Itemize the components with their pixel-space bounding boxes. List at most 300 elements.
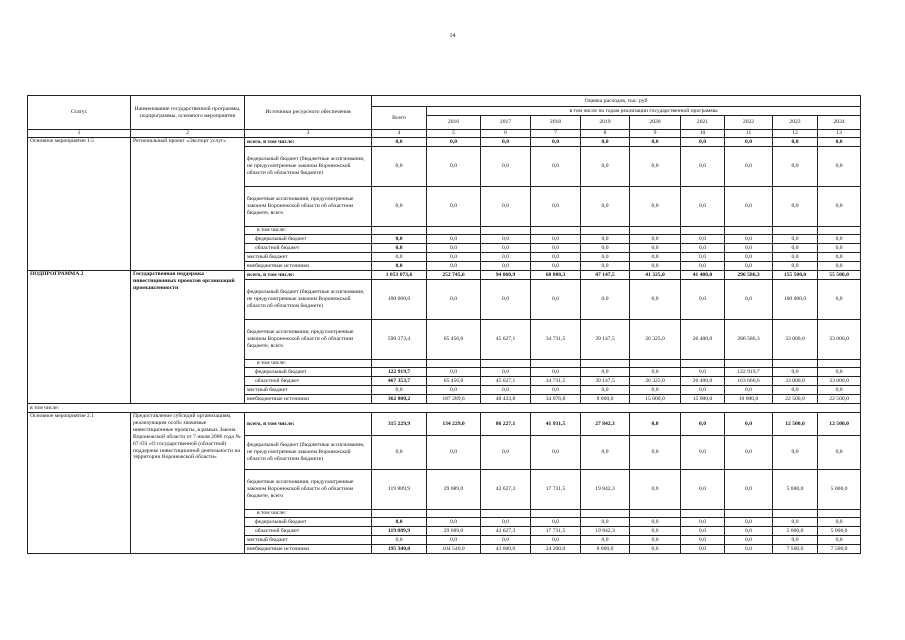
year-value-cell: 0,0 <box>681 253 725 262</box>
year-value-cell: 0,0 <box>818 436 861 470</box>
year-value-cell: 0,0 <box>725 235 773 244</box>
year-value-cell: 0,0 <box>725 518 773 527</box>
column-number: 1 <box>28 130 131 138</box>
header-status: Статус <box>28 96 131 130</box>
year-value-cell <box>681 360 725 368</box>
year-value-cell: 0,0 <box>427 436 481 470</box>
total-value-cell: 0,0 <box>372 536 427 545</box>
year-value-cell: 0,0 <box>630 253 681 262</box>
year-value-cell: 19 842,3 <box>581 527 630 536</box>
year-value-cell: 42 627,3 <box>481 470 531 510</box>
year-value-cell: 0,0 <box>427 368 481 377</box>
year-value-cell: 0,0 <box>773 536 818 545</box>
year-value-cell: 7 500,0 <box>818 545 861 554</box>
year-value-cell <box>818 510 861 518</box>
year-value-cell: 0,0 <box>630 262 681 271</box>
year-value-cell: 0,0 <box>481 235 531 244</box>
header-year: 2021 <box>681 116 725 130</box>
funding-source-cell: в том числе: <box>245 227 372 235</box>
year-value-cell: 0,0 <box>818 138 861 147</box>
year-value-cell: 0,0 <box>630 235 681 244</box>
year-value-cell: 34 731,5 <box>531 377 581 386</box>
year-value-cell: 187 289,6 <box>427 395 481 404</box>
funding-source-cell: федеральный бюджет (бюджетные ассигнования, не предусмотренные законом Воронежской области об областном бюджете) <box>245 147 372 187</box>
year-value-cell: 0,0 <box>427 147 481 187</box>
year-value-cell <box>481 360 531 368</box>
year-value-cell: 0,0 <box>481 262 531 271</box>
year-value-cell: 0,0 <box>818 244 861 253</box>
year-value-cell: 104 540,0 <box>427 545 481 554</box>
funding-source-cell: внебюджетные источники <box>245 262 372 271</box>
total-value-cell <box>372 510 427 518</box>
year-value-cell: 41 931,5 <box>531 413 581 436</box>
year-value-cell: 29 689,0 <box>427 527 481 536</box>
year-value-cell <box>630 510 681 518</box>
header-year: 2019 <box>581 116 630 130</box>
year-value-cell: 155 500,0 <box>773 271 818 280</box>
year-value-cell: 0,0 <box>630 244 681 253</box>
year-value-cell: 0,0 <box>427 244 481 253</box>
year-value-cell <box>725 510 773 518</box>
status-cell: Основное мероприятие 2.1 <box>28 413 131 554</box>
year-value-cell: 286 586,3 <box>725 320 773 360</box>
status-cell: Основное мероприятие 1.5 <box>28 138 131 271</box>
year-value-cell: 0,0 <box>581 536 630 545</box>
year-value-cell: 68 808,3 <box>531 271 581 280</box>
year-value-cell: 0,0 <box>581 147 630 187</box>
funding-source-cell: бюджетные ассигнования, предусмотренные законом Воронежской области об областном бюджете, всего <box>245 320 372 360</box>
column-number: 4 <box>372 130 427 138</box>
total-value-cell: 0,0 <box>372 235 427 244</box>
year-value-cell: 94 060,9 <box>481 271 531 280</box>
funding-source-cell: федеральный бюджет <box>245 368 372 377</box>
funding-source-cell: областной бюджет <box>245 244 372 253</box>
year-value-cell <box>725 227 773 235</box>
year-value-cell <box>681 227 725 235</box>
year-value-cell: 0,0 <box>630 147 681 187</box>
including-row <box>28 404 861 413</box>
total-value-cell: 0,0 <box>372 436 427 470</box>
funding-source-cell: в том числе: <box>245 360 372 368</box>
year-value-cell: 0,0 <box>531 253 581 262</box>
funding-source-cell: федеральный бюджет <box>245 518 372 527</box>
header-total: Всего <box>372 107 427 130</box>
year-value-cell: 0,0 <box>681 386 725 395</box>
funding-source-cell: местный бюджет <box>245 253 372 262</box>
header-year: 2022 <box>725 116 773 130</box>
column-number: 7 <box>531 130 581 138</box>
year-value-cell: 0,0 <box>481 536 531 545</box>
year-value-cell: 15 000,0 <box>630 395 681 404</box>
year-value-cell: 0,0 <box>581 386 630 395</box>
total-value-cell: 0,0 <box>372 262 427 271</box>
funding-source-cell: внебюджетные источники <box>245 395 372 404</box>
year-value-cell: 0,0 <box>531 235 581 244</box>
header-year: 2023 <box>773 116 818 130</box>
column-number: 2 <box>131 130 245 138</box>
column-number: 8 <box>581 130 630 138</box>
total-value-cell: 122 919,7 <box>372 368 427 377</box>
year-value-cell: 0,0 <box>581 253 630 262</box>
funding-source-cell: всего, в том числе: <box>245 138 372 147</box>
year-value-cell <box>725 360 773 368</box>
year-value-cell: 19 842,3 <box>581 470 630 510</box>
year-value-cell <box>427 227 481 235</box>
column-number: 13 <box>818 130 861 138</box>
year-value-cell: 0,0 <box>773 147 818 187</box>
status-cell: ПОДПРОГРАММА 2 <box>28 271 131 404</box>
year-value-cell: 0,0 <box>773 235 818 244</box>
year-value-cell: 0,0 <box>427 518 481 527</box>
year-value-cell: 100 000,0 <box>773 280 818 320</box>
year-value-cell: 0,0 <box>581 262 630 271</box>
year-value-cell: 0,0 <box>818 253 861 262</box>
year-value-cell: 12 500,0 <box>818 413 861 436</box>
header-year: 2016 <box>427 116 481 130</box>
total-value-cell: 1 053 073,6 <box>372 271 427 280</box>
year-value-cell: 0,0 <box>481 244 531 253</box>
year-value-cell: 0,0 <box>531 280 581 320</box>
total-value-cell: 0,0 <box>372 253 427 262</box>
table-row <box>28 271 861 280</box>
year-value-cell: 163 666,6 <box>725 377 773 386</box>
year-value-cell: 0,0 <box>773 138 818 147</box>
year-value-cell: 7 500,0 <box>773 545 818 554</box>
funding-source-cell: всего, в том числе: <box>245 271 372 280</box>
year-value-cell: 0,0 <box>581 368 630 377</box>
year-value-cell: 0,0 <box>681 187 725 227</box>
year-value-cell: 0,0 <box>773 518 818 527</box>
year-value-cell: 0,0 <box>818 368 861 377</box>
year-value-cell <box>681 510 725 518</box>
year-value-cell: 15 000,0 <box>681 395 725 404</box>
year-value-cell: 0,0 <box>725 244 773 253</box>
year-value-cell: 0,0 <box>427 253 481 262</box>
header-by-years: в том числе по годам реализации государственной программы <box>427 107 861 116</box>
year-value-cell: 0,0 <box>531 518 581 527</box>
year-value-cell: 0,0 <box>531 187 581 227</box>
program-name-cell: Региональный проект «Экспорт услуг» <box>131 138 245 271</box>
year-value-cell <box>773 360 818 368</box>
year-value-cell: 26 400,0 <box>681 377 725 386</box>
year-value-cell: 0,0 <box>630 386 681 395</box>
year-value-cell: 0,0 <box>531 244 581 253</box>
year-value-cell: 0,0 <box>481 147 531 187</box>
year-value-cell: 0,0 <box>681 545 725 554</box>
header-year: 2018 <box>531 116 581 130</box>
year-value-cell: 0,0 <box>630 413 681 436</box>
year-value-cell: 0,0 <box>818 518 861 527</box>
year-value-cell <box>773 227 818 235</box>
year-value-cell: 0,0 <box>481 518 531 527</box>
total-value-cell: 0,0 <box>372 386 427 395</box>
year-value-cell: 22 500,0 <box>773 395 818 404</box>
year-value-cell <box>427 510 481 518</box>
column-numbers-row <box>28 130 861 138</box>
budget-table <box>27 95 861 554</box>
funding-source-cell: федеральный бюджет (бюджетные ассигнования, не предусмотренные законом Воронежской области об областном бюджете) <box>245 280 372 320</box>
year-value-cell: 47 147,5 <box>581 271 630 280</box>
year-value-cell: 0,0 <box>725 527 773 536</box>
year-value-cell <box>581 227 630 235</box>
table-row <box>28 138 861 147</box>
year-value-cell: 0,0 <box>818 280 861 320</box>
year-value-cell <box>581 510 630 518</box>
total-value-cell: 195 340,0 <box>372 545 427 554</box>
year-value-cell: 0,0 <box>725 413 773 436</box>
year-value-cell <box>581 360 630 368</box>
year-value-cell: 0,0 <box>681 244 725 253</box>
year-value-cell: 0,0 <box>531 138 581 147</box>
year-value-cell <box>630 227 681 235</box>
column-number: 12 <box>773 130 818 138</box>
year-value-cell: 45 627,1 <box>481 320 531 360</box>
year-value-cell: 0,0 <box>481 253 531 262</box>
year-value-cell: 27 842,3 <box>581 413 630 436</box>
year-value-cell: 0,0 <box>581 436 630 470</box>
year-value-cell: 17 731,5 <box>531 470 581 510</box>
year-value-cell: 0,0 <box>725 253 773 262</box>
year-value-cell: 0,0 <box>818 187 861 227</box>
table-row <box>28 413 861 436</box>
year-value-cell: 0,0 <box>531 147 581 187</box>
funding-source-cell: бюджетные ассигнования, предусмотренные законом Воронежской области об областном бюджете, всего <box>245 187 372 227</box>
total-value-cell: 0,0 <box>372 138 427 147</box>
year-value-cell: 0,0 <box>581 138 630 147</box>
year-value-cell: 33 000,0 <box>818 320 861 360</box>
year-value-cell: 0,0 <box>581 235 630 244</box>
year-value-cell: 0,0 <box>773 436 818 470</box>
year-value-cell: 0,0 <box>725 187 773 227</box>
funding-source-cell: федеральный бюджет <box>245 235 372 244</box>
funding-source-cell: областной бюджет <box>245 377 372 386</box>
funding-source-cell: местный бюджет <box>245 536 372 545</box>
year-value-cell <box>481 510 531 518</box>
year-value-cell: 0,0 <box>630 187 681 227</box>
year-value-cell: 41 400,0 <box>681 271 725 280</box>
year-value-cell: 12 500,0 <box>773 413 818 436</box>
year-value-cell: 39 147,5 <box>581 377 630 386</box>
year-value-cell: 0,0 <box>481 436 531 470</box>
program-name-cell: Государственная поддержка инвестиционных проектов организаций промышленности <box>131 271 245 404</box>
funding-source-cell: бюджетные ассигнования, предусмотренные законом Воронежской области об областном бюджете, всего <box>245 470 372 510</box>
year-value-cell: 0,0 <box>773 187 818 227</box>
year-value-cell: 0,0 <box>681 262 725 271</box>
year-value-cell <box>481 227 531 235</box>
year-value-cell: 0,0 <box>481 386 531 395</box>
year-value-cell: 296 586,3 <box>725 271 773 280</box>
year-value-cell: 10 000,0 <box>725 395 773 404</box>
year-value-cell: 0,0 <box>481 368 531 377</box>
year-value-cell: 0,0 <box>630 536 681 545</box>
total-value-cell: 0,0 <box>372 187 427 227</box>
column-number: 10 <box>681 130 725 138</box>
year-value-cell: 0,0 <box>630 518 681 527</box>
year-value-cell: 0,0 <box>531 262 581 271</box>
year-value-cell: 39 147,5 <box>581 320 630 360</box>
year-value-cell: 0,0 <box>481 280 531 320</box>
year-value-cell: 29 689,0 <box>427 470 481 510</box>
year-value-cell: 0,0 <box>725 147 773 187</box>
year-value-cell: 0,0 <box>818 386 861 395</box>
total-value-cell: 119 889,9 <box>372 527 427 536</box>
year-value-cell <box>630 360 681 368</box>
year-value-cell: 0,0 <box>725 280 773 320</box>
year-value-cell: 0,0 <box>630 280 681 320</box>
total-value-cell: 0,0 <box>372 147 427 187</box>
column-number: 6 <box>481 130 531 138</box>
year-value-cell: 34 076,8 <box>531 395 581 404</box>
year-value-cell: 0,0 <box>681 436 725 470</box>
year-value-cell: 0,0 <box>630 138 681 147</box>
year-value-cell: 42 627,3 <box>481 527 531 536</box>
year-value-cell: 0,0 <box>427 386 481 395</box>
year-value-cell: 0,0 <box>773 386 818 395</box>
column-number: 11 <box>725 130 773 138</box>
year-value-cell: 26 400,0 <box>681 320 725 360</box>
total-value-cell <box>372 360 427 368</box>
year-value-cell: 22 500,0 <box>818 395 861 404</box>
year-value-cell: 0,0 <box>531 436 581 470</box>
year-value-cell <box>818 360 861 368</box>
year-value-cell: 0,0 <box>725 536 773 545</box>
year-value-cell <box>531 227 581 235</box>
year-value-cell: 0,0 <box>681 536 725 545</box>
header-program-name: Наименование государственной программы, подпрограммы, основного мероприятия <box>131 96 245 130</box>
year-value-cell: 0,0 <box>427 280 481 320</box>
year-value-cell: 0,0 <box>681 527 725 536</box>
header-estimate: Оценка расходов, тыс. руб <box>372 96 861 107</box>
year-value-cell: 5 000,0 <box>773 527 818 536</box>
year-value-cell: 0,0 <box>427 138 481 147</box>
funding-source-cell: внебюджетные источники <box>245 545 372 554</box>
funding-source-cell: федеральный бюджет (бюджетные ассигнования, не предусмотренные законом Воронежской области об областном бюджете) <box>245 436 372 470</box>
year-value-cell: 55 500,0 <box>818 271 861 280</box>
year-value-cell: 0,0 <box>681 147 725 187</box>
year-value-cell: 134 229,0 <box>427 413 481 436</box>
header-year: 2017 <box>481 116 531 130</box>
year-value-cell: 65 456,0 <box>427 320 481 360</box>
year-value-cell: 122 919,7 <box>725 368 773 377</box>
year-value-cell: 0,0 <box>818 235 861 244</box>
year-value-cell: 24 200,0 <box>531 545 581 554</box>
funding-source-cell: в том числе: <box>245 510 372 518</box>
year-value-cell: 26 325,0 <box>630 320 681 360</box>
year-value-cell: 0,0 <box>773 253 818 262</box>
year-value-cell <box>818 227 861 235</box>
year-value-cell: 0,0 <box>630 527 681 536</box>
year-value-cell: 8 000,0 <box>581 395 630 404</box>
year-value-cell: 43 600,0 <box>481 545 531 554</box>
year-value-cell: 0,0 <box>630 470 681 510</box>
year-value-cell: 0,0 <box>581 244 630 253</box>
year-value-cell: 0,0 <box>427 536 481 545</box>
total-value-cell: 362 800,2 <box>372 395 427 404</box>
year-value-cell: 8 000,0 <box>581 545 630 554</box>
total-value-cell <box>372 227 427 235</box>
year-value-cell <box>773 510 818 518</box>
header-funding-source: Источники ресурсного обеспечения <box>245 96 372 130</box>
year-value-cell: 0,0 <box>681 138 725 147</box>
year-value-cell: 0,0 <box>427 235 481 244</box>
year-value-cell: 33 000,0 <box>773 377 818 386</box>
total-value-cell: 590 273,4 <box>372 320 427 360</box>
year-value-cell: 0,0 <box>630 545 681 554</box>
year-value-cell: 0,0 <box>681 368 725 377</box>
year-value-cell: 0,0 <box>681 413 725 436</box>
column-number: 9 <box>630 130 681 138</box>
year-value-cell: 0,0 <box>581 187 630 227</box>
year-value-cell <box>531 510 581 518</box>
year-value-cell: 0,0 <box>818 536 861 545</box>
year-value-cell: 0,0 <box>427 262 481 271</box>
year-value-cell: 5 000,0 <box>773 470 818 510</box>
total-value-cell: 315 229,9 <box>372 413 427 436</box>
year-value-cell: 41 325,0 <box>630 271 681 280</box>
year-value-cell: 5 000,0 <box>818 527 861 536</box>
total-value-cell: 0,0 <box>372 518 427 527</box>
year-value-cell: 0,0 <box>725 138 773 147</box>
total-value-cell: 467 353,7 <box>372 377 427 386</box>
year-value-cell: 86 227,1 <box>481 413 531 436</box>
year-value-cell: 0,0 <box>481 138 531 147</box>
including-label: в том числе: <box>28 404 861 413</box>
year-value-cell: 45 627,1 <box>481 377 531 386</box>
year-value-cell: 0,0 <box>681 518 725 527</box>
year-value-cell: 0,0 <box>818 262 861 271</box>
year-value-cell: 0,0 <box>581 280 630 320</box>
year-value-cell: 0,0 <box>725 262 773 271</box>
year-value-cell: 33 000,0 <box>773 320 818 360</box>
year-value-cell: 0,0 <box>681 470 725 510</box>
year-value-cell: 65 456,0 <box>427 377 481 386</box>
year-value-cell: 0,0 <box>725 436 773 470</box>
year-value-cell: 26 325,0 <box>630 377 681 386</box>
year-value-cell <box>531 360 581 368</box>
year-value-cell: 0,0 <box>581 518 630 527</box>
page-number: 14 <box>449 33 456 39</box>
year-value-cell: 0,0 <box>773 262 818 271</box>
year-value-cell: 252 745,6 <box>427 271 481 280</box>
year-value-cell: 0,0 <box>725 386 773 395</box>
year-value-cell: 0,0 <box>531 368 581 377</box>
header-year: 2020 <box>630 116 681 130</box>
year-value-cell <box>427 360 481 368</box>
funding-source-cell: областной бюджет <box>245 527 372 536</box>
column-number: 3 <box>245 130 372 138</box>
total-value-cell: 119 889,9 <box>372 470 427 510</box>
total-value-cell: 100 000,0 <box>372 280 427 320</box>
year-value-cell: 0,0 <box>531 386 581 395</box>
year-value-cell: 48 433,8 <box>481 395 531 404</box>
year-value-cell: 33 000,0 <box>818 377 861 386</box>
program-name-cell: Предоставление субсидий организациям, реализующим особо значимые инвестиционные проекты, в рамках Закона Воронежской области от 7 июля 2006 года № 67-ОЗ «О государственной (областной) поддержке инвестиционной деятельности на территории Воронежской области» <box>131 413 245 554</box>
year-value-cell: 0,0 <box>481 187 531 227</box>
year-value-cell: 0,0 <box>725 545 773 554</box>
year-value-cell: 0,0 <box>427 187 481 227</box>
table-body <box>28 138 861 554</box>
year-value-cell: 0,0 <box>773 244 818 253</box>
header-year: 2024 <box>818 116 861 130</box>
funding-source-cell: всего, в том числе: <box>245 413 372 436</box>
year-value-cell: 0,0 <box>773 368 818 377</box>
column-number: 5 <box>427 130 481 138</box>
year-value-cell: 0,0 <box>818 147 861 187</box>
total-value-cell: 0,0 <box>372 244 427 253</box>
year-value-cell: 0,0 <box>531 536 581 545</box>
year-value-cell: 0,0 <box>630 368 681 377</box>
year-value-cell: 5 000,0 <box>818 470 861 510</box>
